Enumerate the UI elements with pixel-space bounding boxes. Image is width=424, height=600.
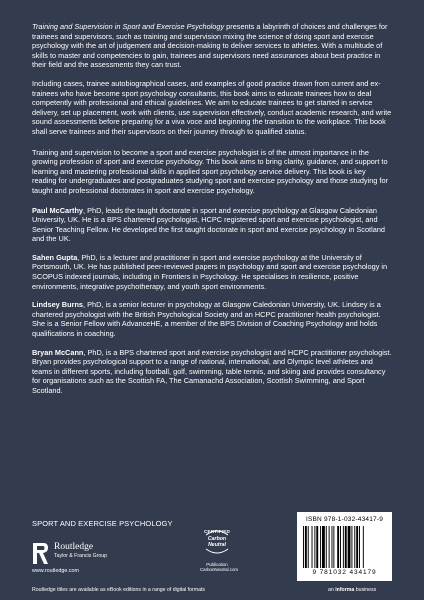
- blurb-paragraph-3: Training and supervision to become a sport and exercise psychologist is of the utmost importance in the growing profession of sport and exercise psychology. This book aims to bring clarity, guidance, and support to learning and mastering professional skills in applied sport psychology service delivery. This book is key reading for undergraduates and postgraduates studying sport and exercise psychology and those studying for taught and professional doctorates in sport and exercise psychology.: [32, 147, 388, 195]
- informa-brand: informa: [335, 587, 355, 593]
- publisher-url[interactable]: www.routledge.com: [32, 568, 80, 574]
- blurb-paragraph-2: Including cases, trainee autobiographical cases, and examples of good practice drawn from current and ex-trainees who have become sport psychology consultants, this book aims to educate trainees how to deal competently with professional and ethical guidelines. We aim to educate trainees to get started in service delivery, set up placement, work with clients, use supervision effectively, conduct academic research, and write sound assessments before preparing for a viva voce and beginning the transition to the workplace. This book shall serve trainees and their supervisors on their journey through to qualified status.: [32, 78, 392, 136]
- author-bio-text: , PhD, is a BPS chartered sport and exercise psychologist and HCPC practitioner psychologist. Bryan provides psychological support to a range of national, international, and Olympic level athletes and teams in different sports, including football, golf, swimming, table tennis, and skiing and provides consultancy for organisations such as the Scottish FA, The Camanachd Association, Scottish Swimming, and Sport Scotland.: [32, 347, 392, 395]
- informa-prefix: an: [328, 587, 336, 593]
- author-bio: [32, 206, 392, 244]
- publisher-group: Taylor & Francis Group: [54, 553, 108, 559]
- author-name: Lindsey Burns: [32, 300, 84, 310]
- carbon-url: CarbonNeutral.com: [200, 567, 239, 572]
- book-title: Training and Supervision in Sport and Exercise Psychology: [32, 22, 225, 31]
- blurb-paragraph-1-text: presents a labyrinth of choices and challenges for trainees and supervisors, such as training and supervision mixing the science of doing sport and exercise psychology with the art of judgement and decision-making to deliver services to athletes. With a multitude of skills to master and competencies to gain, trainees and supervisors need assurances about best practice in their field and the assessments they can trust.: [32, 22, 388, 70]
- informa-suffix: business: [354, 587, 377, 593]
- author-bio: [32, 300, 392, 338]
- publisher-logo: [32, 539, 142, 579]
- subject-category: SPORT AND EXERCISE PSYCHOLOGY: [32, 519, 173, 528]
- barcode-number: 9 781032 434179: [312, 569, 377, 576]
- carbon-certified: CERTIFIED: [203, 529, 231, 534]
- barcode-icon: [303, 526, 386, 568]
- author-bio: [32, 348, 392, 396]
- author-name: Paul McCarthy: [32, 205, 84, 215]
- neutral-word: Neutral: [208, 542, 226, 548]
- isbn-text: ISBN 978-1-032-43417-9: [305, 516, 384, 523]
- publisher-name: Routledge: [54, 542, 94, 552]
- informa-tagline: [328, 587, 376, 593]
- routledge-logo-icon: [32, 542, 49, 565]
- back-cover-text: [32, 22, 392, 405]
- author-bio-text: , PhD, is a lecturer and practitioner in sport and exercise psychology at the University of Portsmouth, UK. He has published peer-reviewed papers in psychology and sport and exercise psychology in SCOPUS indexed journals, including in Frontiers in Psychology. He specialises in resilience, positive environments, integrative psychotherapy, and youth sport environments.: [32, 252, 388, 291]
- barcode-panel: [297, 512, 392, 581]
- blurb-paragraph-1: [32, 22, 392, 70]
- carbon-word: Carbon: [207, 536, 227, 542]
- carbon-publication: Publication: [206, 562, 228, 567]
- author-name: Bryan McCann: [32, 347, 84, 357]
- author-bio: [32, 253, 392, 291]
- author-bio-text: , PhD, is a senior lecturer in psychology at Glasgow Caledonian University, UK. Lindsey is a chartered psychologist with the British Psychological Society and an HCPC practitioner health psychologist. She is a Senior Fellow with AdvanceHE, a member of the BPS Division of Coaching Psychology and holds qualifications in coaching.: [32, 300, 381, 339]
- carbon-neutral-badge: [200, 527, 239, 585]
- author-bio-text: , PhD, leads the taught doctorate in sport and exercise psychology at Glasgow Caledonian University, UK. He is a BPS chartered psychologist, HCPC registered sport and exercise psychologist, and Senior Teaching Fellow. He developed the first taught doctorate in sport and exercise psychology in Scotland and the UK.: [32, 205, 385, 244]
- author-name: Sahen Gupta: [32, 252, 78, 262]
- ebook-note: Routledge titles are available as eBook editions in a range of digital formats: [32, 587, 206, 593]
